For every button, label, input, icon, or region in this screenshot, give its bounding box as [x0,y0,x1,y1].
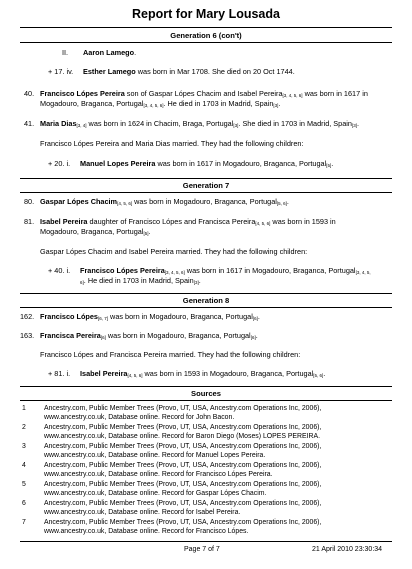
source-citation: Ancestry.com, Public Member Trees (Provo, UT, USA, Ancestry.com Operations Inc, 2006), [44,481,322,488]
person-name: Francisco Lópes Pereira [80,266,165,275]
generation-7-heading: Generation 7 [182,181,230,190]
person-name: Maria Dias [40,119,77,128]
citation: 6] [80,280,84,285]
person-name: Francisco Lópes [40,312,98,321]
source-citation-continued: www.ancestry.co.uk, Database online. Record for Manuel Lopes Pereira. [44,452,266,459]
source-citation: Ancestry.com, Public Member Trees (Provo, UT, USA, Ancestry.com Operations Inc, 2006), [44,424,322,431]
generation-8-heading: Generation 8 [182,296,230,305]
person-entry: Gaspar Lópes Chacim$_{[4, 5, 6]}$ was born in Mogadouro, Braganca, Portugal$_{[5, 6]}$. [40,197,289,206]
entry-number: + 17. iv. [48,67,74,76]
person-name: Francisco Lópes Pereira [40,89,125,98]
citation: [3] [273,103,279,108]
child-entry: Manuel Lopes Pereira was born in 1617 in Mogadouro, Braganca, Portugal$_{[5]}$. [80,159,334,168]
page-number: Page 7 of 7 [184,546,220,553]
source-citation-continued: www.ancestry.co.uk, Database online. Record for Gaspar Lópes Chacim. [44,490,267,497]
source-citation-continued: www.ancestry.co.uk, Database online. Record for Baron Diego (Moses) LOPES PEREIRA. [44,433,320,440]
person-name: Aaron Lamego [83,48,135,57]
citation: [6] [100,335,106,340]
person-entry: Maria Dias$_{[3, 4]}$ was born in 1624 in Chacim, Braga, Portugal$_{[3]}$. She died in 1703 in Madrid, Spain$_{[3]}$. [40,119,360,128]
generation-8-top-rule [20,293,392,294]
generation-8-rule [20,307,392,308]
child-entry: Francisco Lópes Pereira$_{[3, 4, 5, 6]}$ was born in 1617 in Mogadouro, Braganca, Portugal$_{[3, 4, 5,}$ [80,266,371,275]
source-citation-continued: www.ancestry.co.uk, Database online. Record for John Bacon. [44,414,235,421]
sources-top-rule [20,386,392,387]
citation: [5, 6] [313,373,324,378]
report-title: Report for Mary Lousada [132,7,280,21]
citation: [3, 4, 5, 6] [164,270,185,275]
title-rule [20,27,392,28]
generation-7-rule [20,192,392,193]
entry-number: 162. [20,312,35,321]
entry-number: II. [62,48,69,57]
person-entry-continued: Mogadouro, Braganca, Portugal$_{[3, 4, 5, 6]}$. He died in 1703 in Madrid, Spain$_{[3]}$. [40,99,281,108]
source-number: 4 [22,462,26,469]
sources-heading: Sources [191,389,221,398]
person-name: Francisca Pereira [40,331,101,340]
person-name: Gaspar Lópes Chacim [40,197,118,206]
source-citation: Ancestry.com, Public Member Trees (Provo, UT, USA, Ancestry.com Operations Inc, 2006), [44,443,322,450]
person-entry: Francisca Pereira$_{[6]}$ was born in Mogadouro, Braganca, Portugal$_{[6]}$. [40,331,258,340]
source-citation-continued: www.ancestry.co.uk, Database online. Record for Francisco Lópes Pereira. [44,471,273,478]
entry-number: + 81. i. [48,369,71,378]
entry-number: 40. [24,89,35,98]
footer-timestamp: 21 April 2010 23:30:34 [312,546,383,553]
entry-number: + 40. i. [48,266,71,275]
source-citation: Ancestry.com, Public Member Trees (Provo, UT, USA, Ancestry.com Operations Inc, 2006), [44,500,322,507]
generation-6-heading: Generation 6 (con't) [170,31,242,40]
person-entry: Isabel Pereira daughter of Francisco Lópes and Francisca Pereira$_{[4, 5, 6]}$ was born in 1593 in [40,217,336,226]
sources-rule [20,400,392,401]
source-citation-continued: www.ancestry.co.uk, Database online. Record for Isabel Pereira. [44,509,241,516]
citation: [5] [143,231,149,236]
entry-number: 163. [20,331,35,340]
citation: [5] [326,163,332,168]
citation: [4, 5, 6] [255,221,271,226]
citation: [4, 5, 6] [127,373,143,378]
source-number: 1 [22,405,26,412]
citation: [3, 4, 5, [355,270,371,275]
citation: [3] [233,123,239,128]
citation: [3] [193,280,199,285]
marriage-text: Gaspar Lópes Chacim and Isabel Pereira married. They had the following children: [40,247,308,256]
source-number: 5 [22,481,26,488]
source-citation-continued: www.ancestry.co.uk, Database online. Record for Francisco Lópes. [44,528,249,535]
source-number: 2 [22,424,26,431]
marriage-text: Francisco Lópes and Francisca Pereira married. They had the following children: [40,350,301,359]
person-entry: Francisco Lópes$_{[6, 7]}$ was born in Mogadouro, Braganca, Portugal$_{[6]}$. [40,312,260,321]
citation: [6, 7] [98,316,109,321]
footer-rule [20,541,392,542]
marriage-text: Francisco Lópes Pereira and Maria Dias married. They had the following children: [40,139,304,148]
person-name: Isabel Pereira [80,369,128,378]
child-entry-continued: $_{6]}$. He died in 1703 in Madrid, Spain$_{[3]}$. [80,276,201,285]
generation-7-top-rule [20,178,392,179]
citation: [3, 4] [76,123,87,128]
source-number: 7 [22,519,26,526]
person-entry: Francisco Lópes Pereira son of Gaspar Lópes Chacim and Isabel Pereira$_{[3, 4, 5, 6]}$ was born in 1617 in [40,89,368,98]
person-entry-continued: Mogadouro, Braganca, Portugal$_{[5]}$. [40,227,151,236]
entry-number: 41. [24,119,35,128]
person-name: Manuel Lopes Pereira [80,159,156,168]
entry-number: + 20. i. [48,159,71,168]
person-name: Isabel Pereira [40,217,88,226]
entry-number: 80. [24,197,35,206]
source-number: 3 [22,443,26,450]
source-citation: Ancestry.com, Public Member Trees (Provo, UT, USA, Ancestry.com Operations Inc, 2006), [44,519,322,526]
person-entry: Esther Lamego was born in Mar 1708. She died on 20 Oct 1744. [83,67,295,76]
citation: [4, 5, 6] [117,201,133,206]
citation: [5, 6] [276,201,287,206]
person-name: Esther Lamego [83,67,136,76]
citation: [6] [252,316,258,321]
citation: [3, 4, 5, 6] [143,103,164,108]
citation: [3] [351,123,357,128]
source-number: 6 [22,500,26,507]
person-entry: Aaron Lamego. [83,48,137,57]
generation-6-rule [20,42,392,43]
citation: [6] [250,335,256,340]
citation: [3, 4, 5, 6] [282,93,303,98]
source-citation: Ancestry.com, Public Member Trees (Provo, UT, USA, Ancestry.com Operations Inc, 2006), [44,462,322,469]
entry-number: 81. [24,217,35,226]
child-entry: Isabel Pereira$_{[4, 5, 6]}$ was born in 1593 in Mogadouro, Braganca, Portugal$_{[5, 6]}$. [80,369,326,378]
source-citation: Ancestry.com, Public Member Trees (Provo, UT, USA, Ancestry.com Operations Inc, 2006), [44,405,322,412]
